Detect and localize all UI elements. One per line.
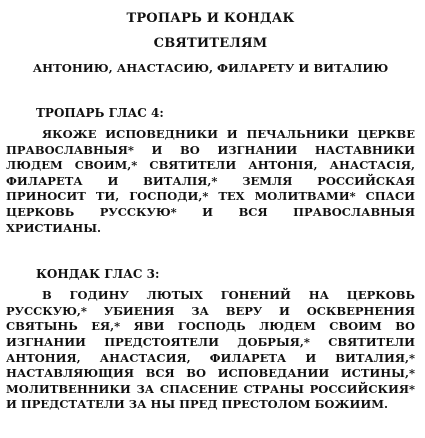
troparion-heading: ТРОПАРЬ ГЛАС 4:: [36, 106, 164, 120]
document-title: ТРОПАРЬ И КОНДАК: [126, 11, 295, 26]
kontakion-heading: КОНДАК ГЛАС 3:: [36, 267, 160, 282]
troparion-section: [6, 105, 415, 236]
kontakion-text: В ГОДИНУ ЛЮТЫХ ГОНЕНИЙ НА ЦЕРКОВЬ РУССКУЮ,* УБИЕНИЯ ЗА ВЕРУ И ОСКВЕРНЕНИЯ СВЯТЫНЬ ЕЯ,* ЯВИ ГОСПОДЬ ЛЮДЕМ СВОИМ ВО ИЗГНАНИИ ПРЕДСТОЯТЕЛИ ДОБРЫЯ,* СВЯТИТЕЛИ АНТОНИЯ, АНАСТАСИЯ, ФИЛАРЕТА И ВИТАЛИЯ,* НАСТАВЛЯЮЩИЯ ВСЯ ВО ИСПОВЕДАНИИ ИСТИНЫ,* МОЛИТВЕННИКИ ЗА СПАСЕНИЕ СТРАНЫ РОССИЙСКИЯ* И ПРЕДСТАТЕЛИ ЗА НЫ ПРЕД ПРЕСТОЛОМ БОЖИИМ.: [6, 288, 415, 412]
troparion-text: ЯКОЖЕ ИСПОВЕДНИКИ И ПЕЧАЛЬНИКИ ЦЕРКВЕ ПРАВОСЛАВНЫЯ* И ВО ИЗГНАНИИ НАСТАВНИКИ ЛЮДЕМ СВОИМ,* СВЯТИТЕЛИ АНТОНІЯ, АНАСТАСІЯ, ФИЛАРЕТА И ВИТАЛІЯ,* ЗЕМЛЯ РОССИЙСКАЯ ПРИНОСИТ ТИ, ГОСПОДИ,* ТЕХ МОЛИТВАМИ* СПАСИ ЦЕРКОВЬ РУССКУЮ* И ВСЯ ПРАВОСЛАВНЫЯ ХРИСТИАНЫ.: [6, 127, 415, 235]
saints-names: АНТОНИЮ, АНАСТАСИЮ, ФИЛАРЕТУ И ВИТАЛИЮ: [32, 61, 389, 75]
document-subtitle: СВЯТИТЕЛЯМ: [153, 36, 268, 51]
kontakion-section: [6, 266, 415, 413]
